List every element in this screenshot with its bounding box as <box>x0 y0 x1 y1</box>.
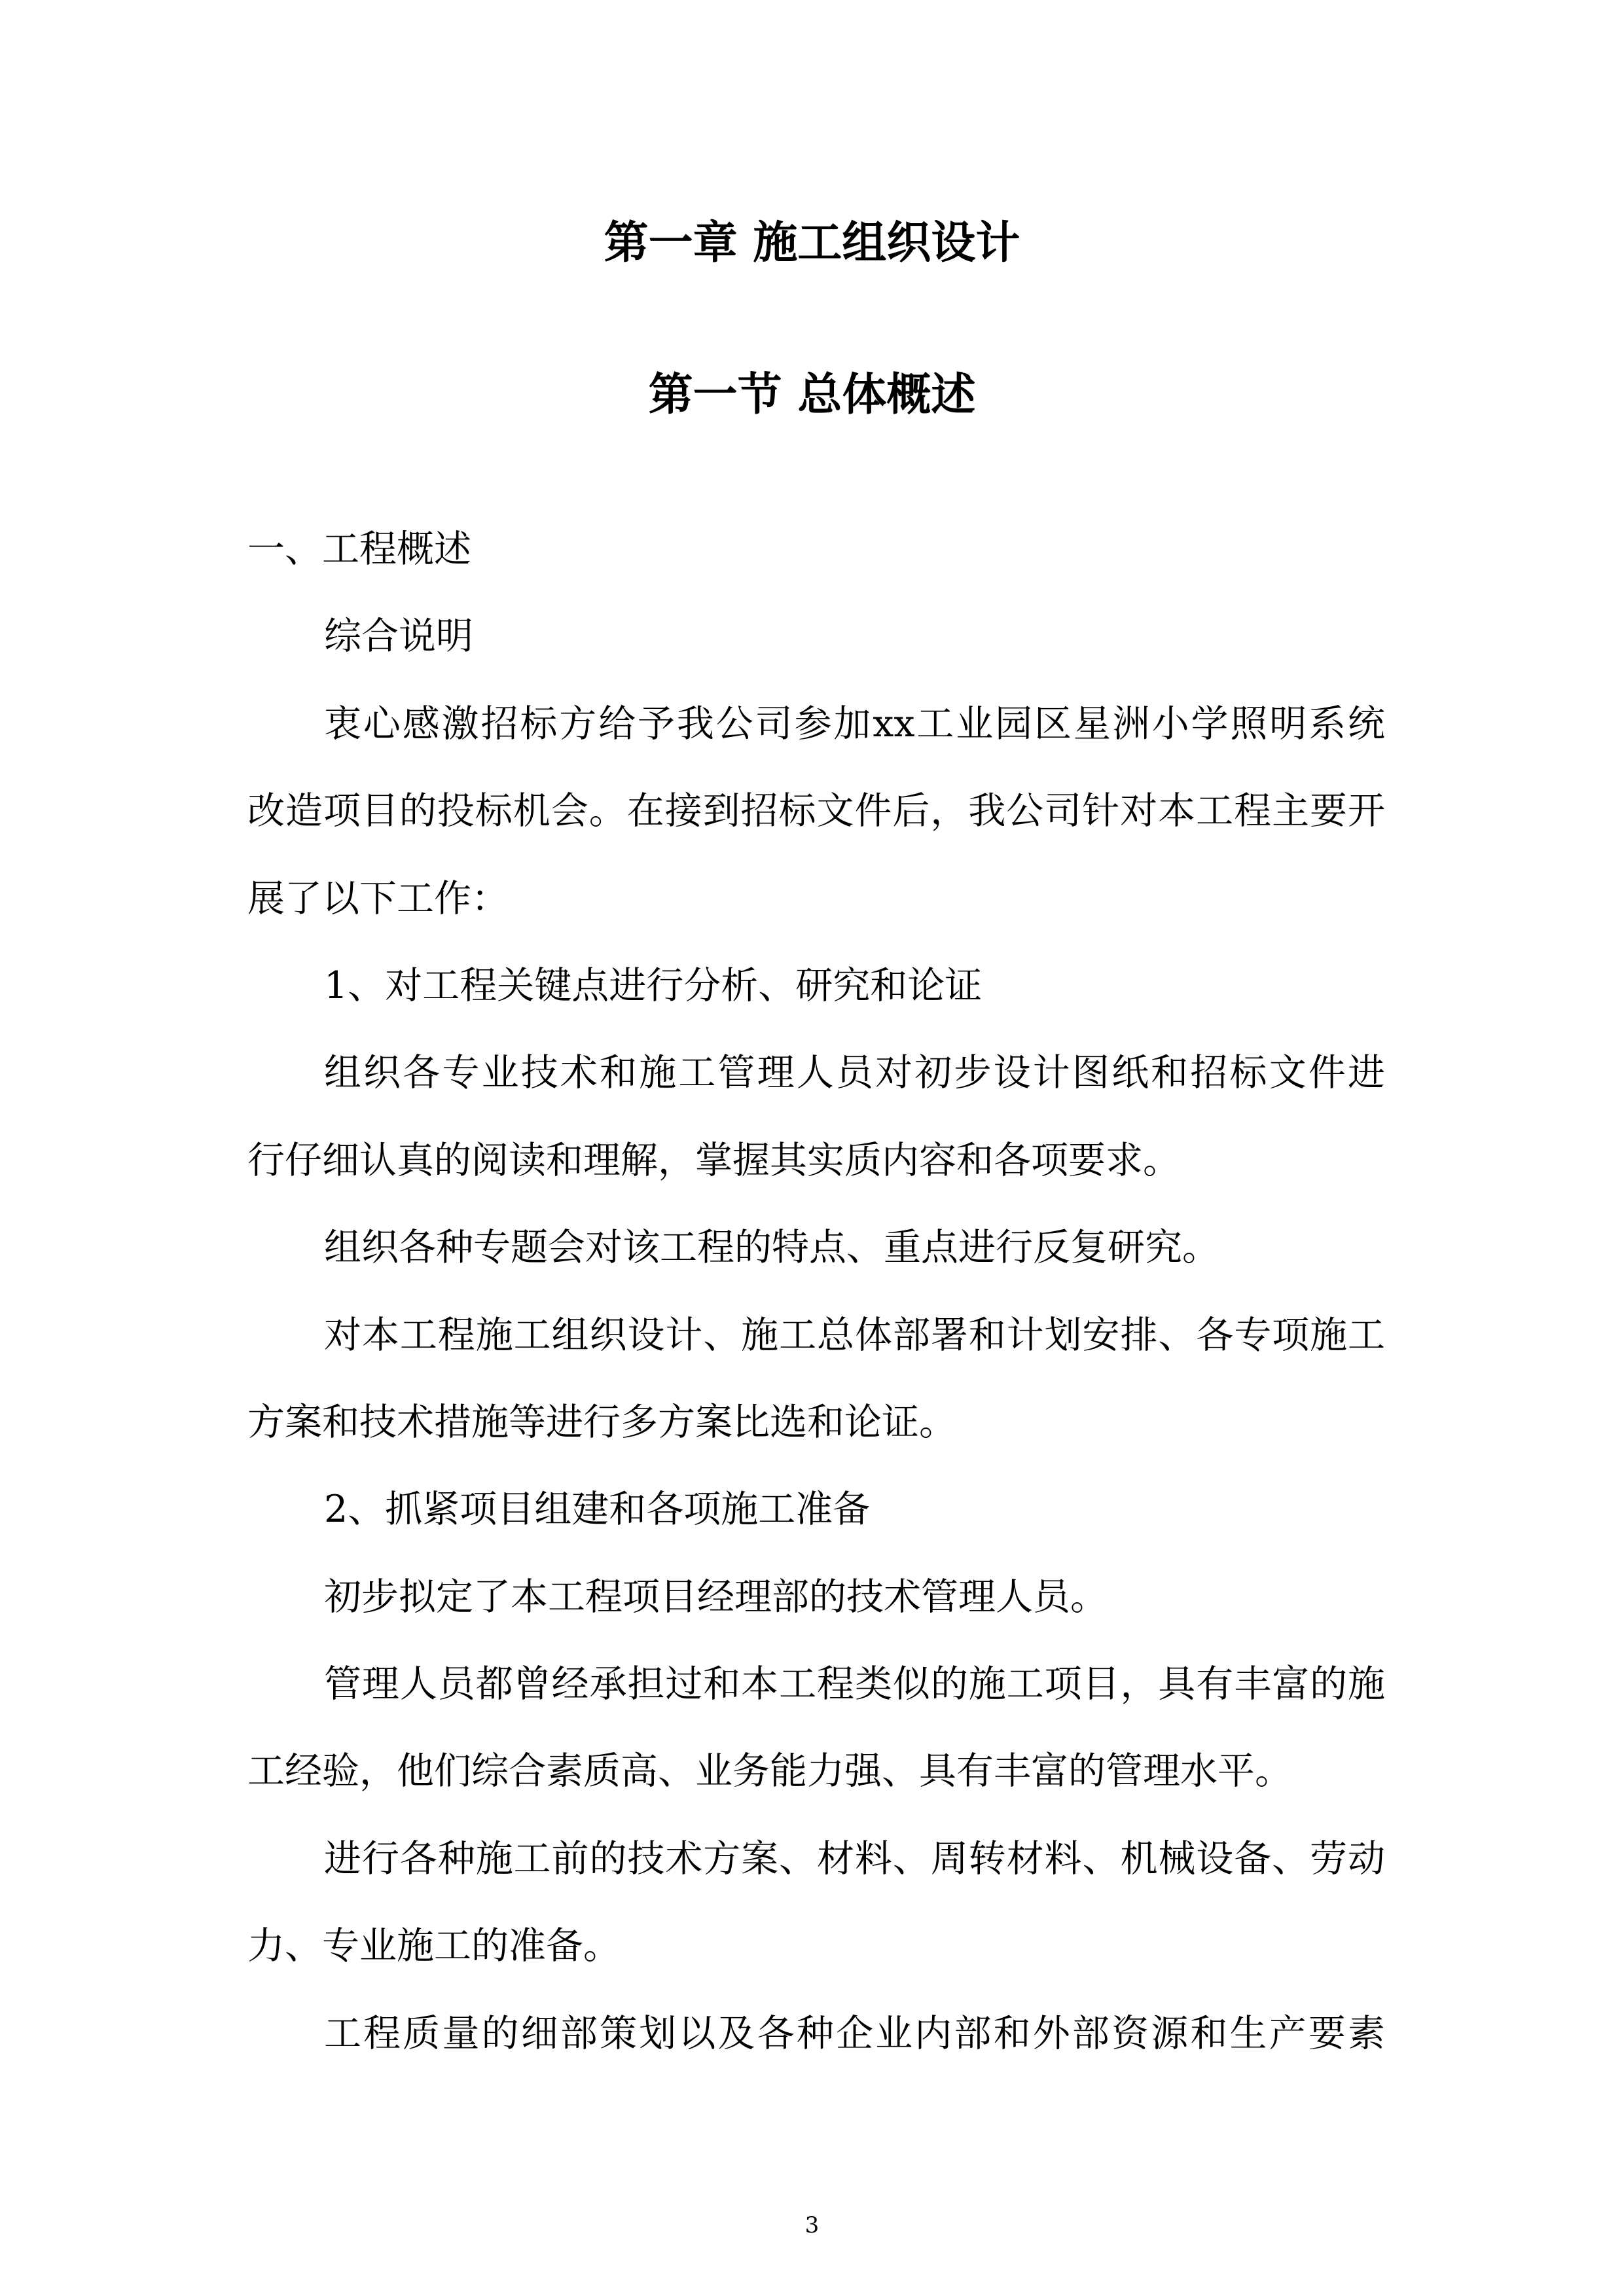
chapter-title: 第一章 施工组织设计 <box>604 217 1020 269</box>
heading-project-overview: 一、工程概述 <box>247 528 471 571</box>
paragraph-line: 进行各种施工前的技术方案、材料、周转材料、机械设备、劳动 <box>324 1837 1385 1880</box>
paragraph-line: 组织各专业技术和施工管理人员对初步设计图纸和招标文件进 <box>324 1051 1385 1095</box>
paragraph-line: 组织各种专题会对该工程的特点、重点进行反复研究。 <box>324 1226 1219 1270</box>
paragraph-line: 工程质量的细部策划以及各种企业内部和外部资源和生产要素 <box>324 2011 1385 2055</box>
list-heading-1: 1、对工程关键点进行分析、研究和论证 <box>324 963 983 1007</box>
paragraph-line: 管理人员都曾经承担过和本工程类似的施工项目，具有丰富的施 <box>324 1662 1385 1706</box>
page-number: 3 <box>804 2212 820 2238</box>
subheading-general: 综合说明 <box>324 615 473 658</box>
body-text <box>247 506 1385 2077</box>
paragraph-line: 展了以下工作： <box>247 876 509 920</box>
list-heading-2: 2、抓紧项目组建和各项施工准备 <box>324 1488 871 1532</box>
paragraph-line: 初步拟定了本工程项目经理部的技术管理人员。 <box>324 1575 1108 1619</box>
paragraph-line: 改造项目的投标机会。在接到招标文件后，我公司针对本工程主要开 <box>247 789 1385 833</box>
paragraph-line: 力、专业施工的准备。 <box>247 1924 621 1968</box>
paragraph-line: 衷心感激招标方给予我公司参加xx工业园区星洲小学照明系统 <box>324 702 1385 745</box>
paragraph-line: 对本工程施工组织设计、施工总体部署和计划安排、各专项施工 <box>324 1313 1385 1357</box>
paragraph-line: 工经验，他们综合素质高、业务能力强、具有丰富的管理水平。 <box>247 1749 1292 1793</box>
section-title: 第一节 总体概述 <box>648 368 976 421</box>
paragraph-line: 方案和技术措施等进行多方案比选和论证。 <box>247 1400 956 1444</box>
paragraph-line: 行仔细认真的阅读和理解，掌握其实质内容和各项要求。 <box>247 1138 1180 1182</box>
